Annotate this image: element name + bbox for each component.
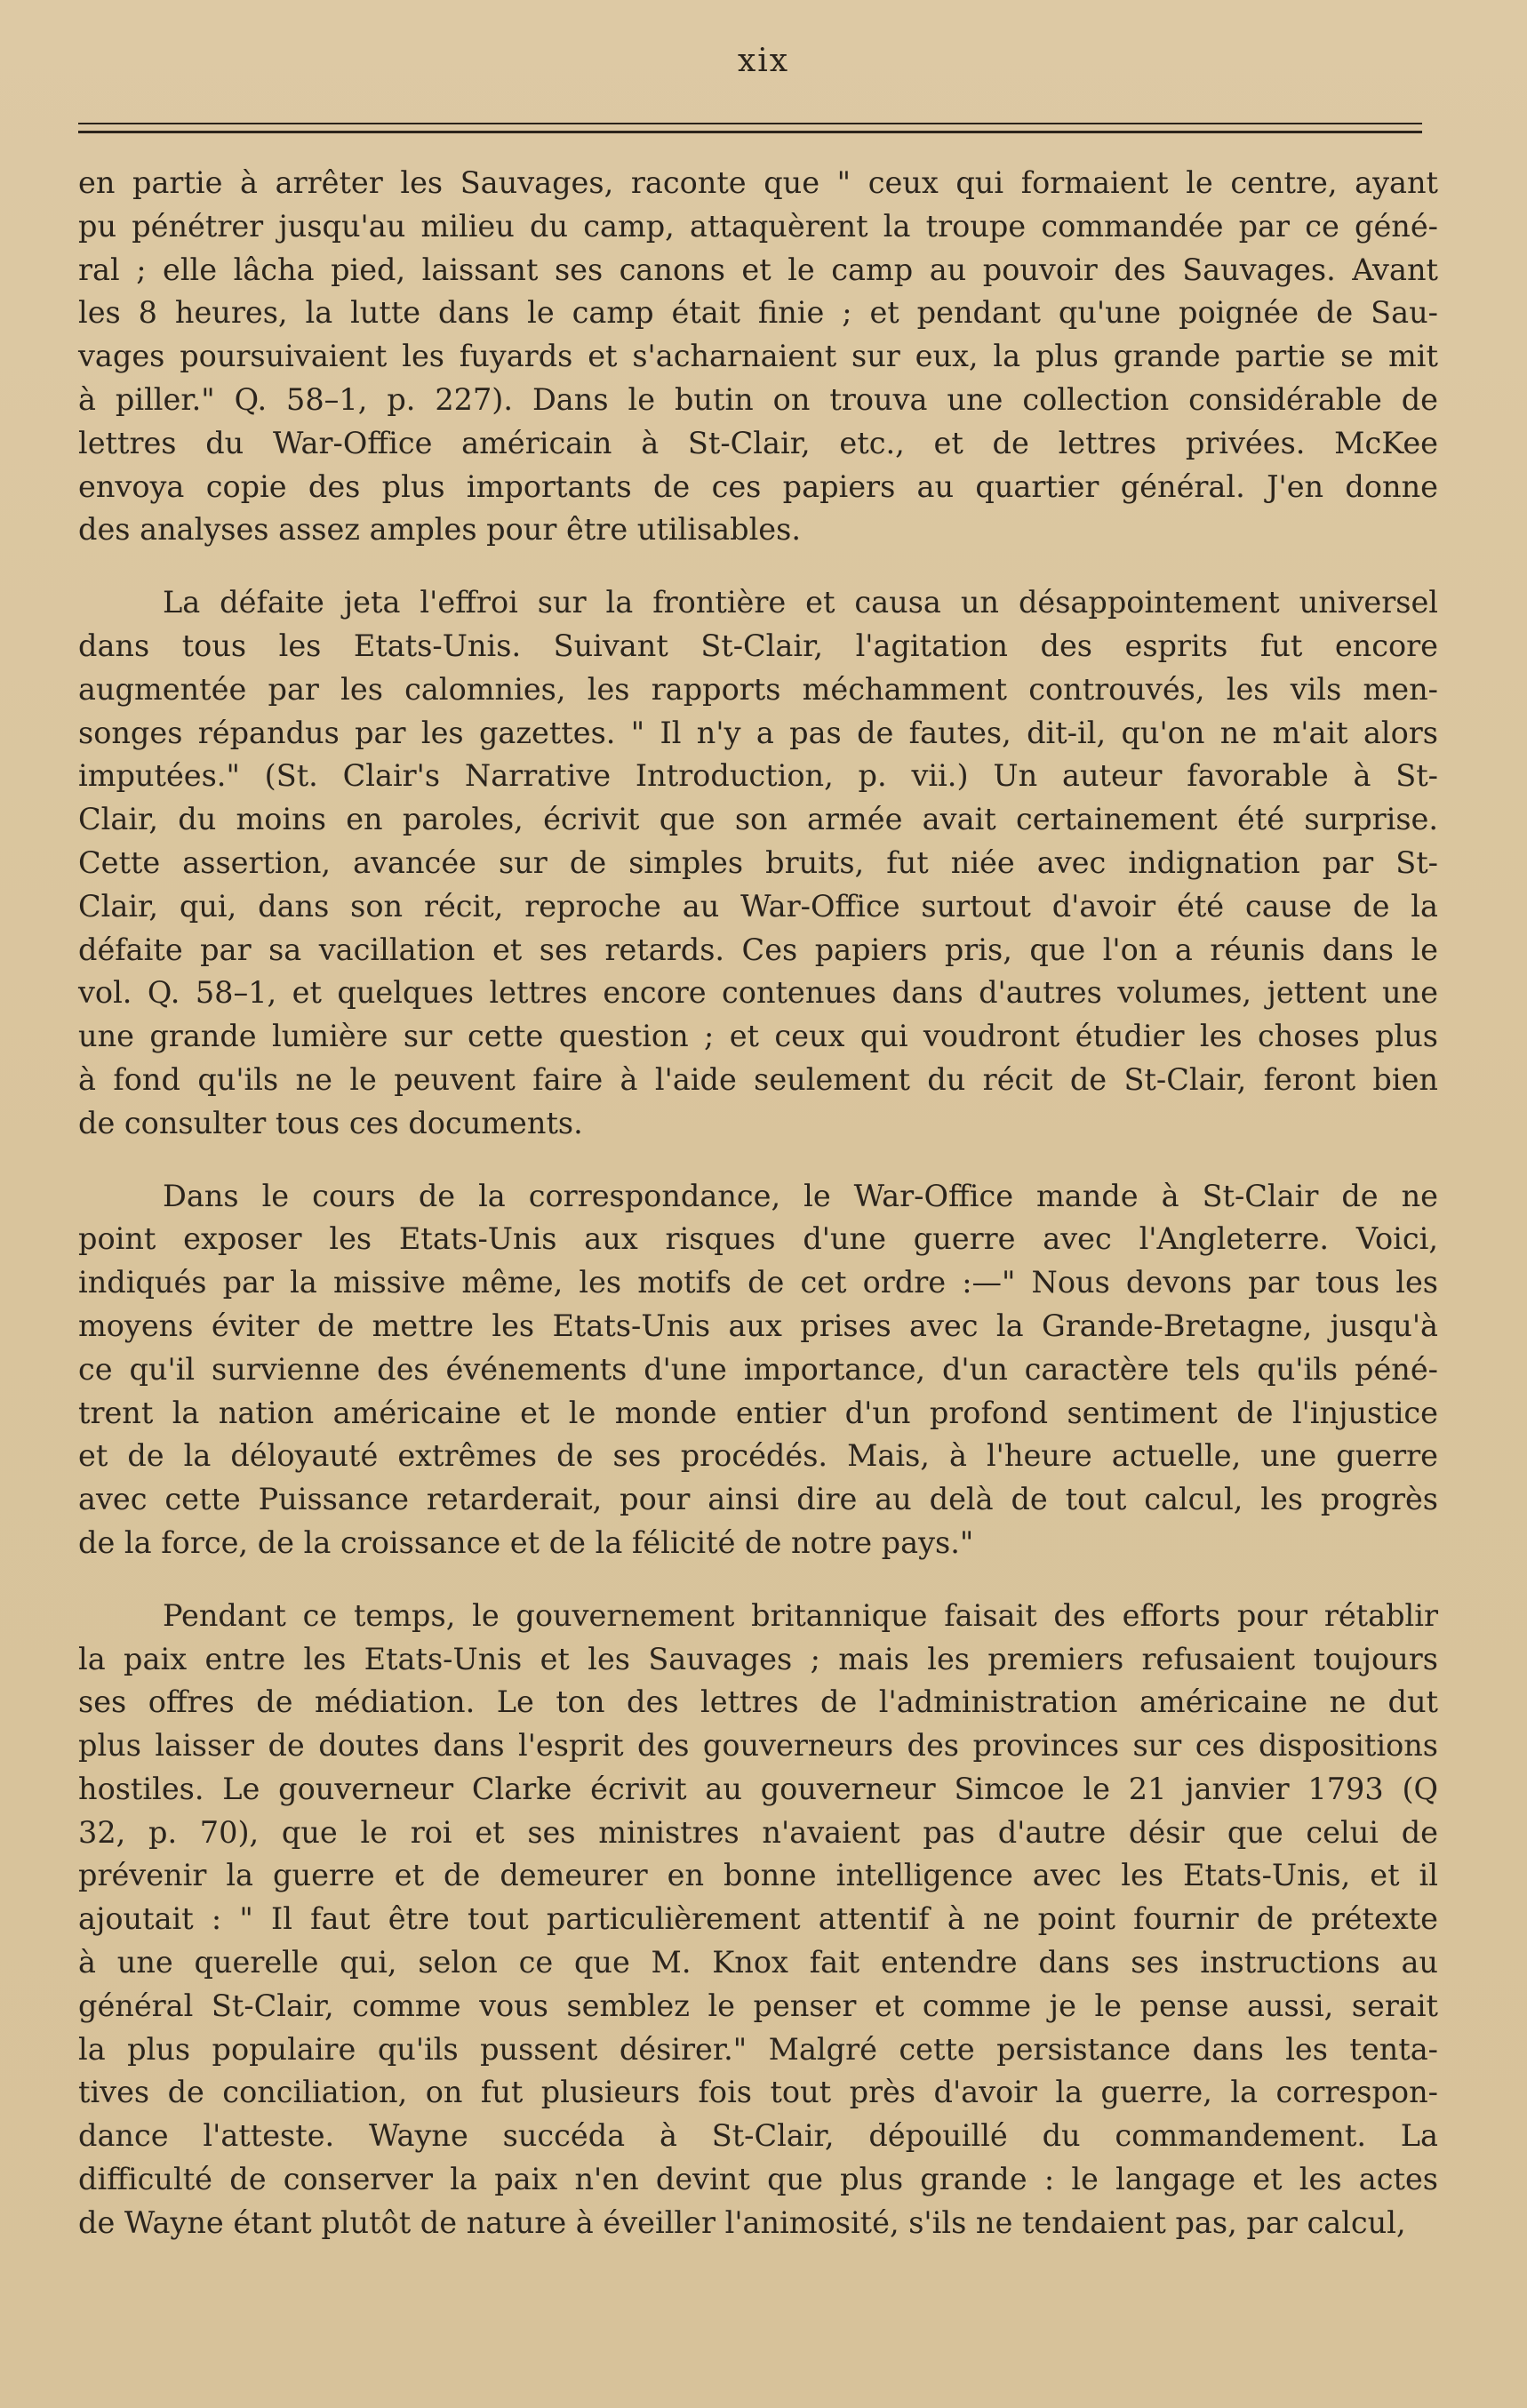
paragraph-2 — [78, 581, 1438, 1145]
text-line: et de la déloyauté extrêmes de ses procédés. Mais, à l'heure actuelle, une guerre — [78, 1438, 1438, 1474]
text-line: plus laisser de doutes dans l'esprit des gouverneurs des provinces sur ces dispositions — [78, 1728, 1438, 1764]
text-line: prévenir la guerre et de demeurer en bonne intelligence avec les Etats-Unis, et il — [78, 1858, 1438, 1893]
text-line: Clair, du moins en paroles, écrivit que son armée avait certainement été surprise. — [78, 802, 1438, 837]
text-line: la paix entre les Etats-Unis et les Sauvages ; mais les premiers refusaient toujours — [78, 1641, 1438, 1676]
text-line: à fond qu'ils ne le peuvent faire à l'aide seulement du récit de St-Clair, feront bien — [78, 1061, 1438, 1097]
text-line: vol. Q. 58–1, et quelques lettres encore contenues dans d'autres volumes, jettent une — [78, 975, 1438, 1011]
text-line: 32, p. 70), que le roi et ses ministres n'avaient pas d'autre désir que celui de — [78, 1814, 1438, 1850]
text-line: trent la nation américaine et le monde entier d'un profond sentiment de l'injustice — [78, 1395, 1438, 1430]
header-rule-thin — [78, 123, 1422, 124]
text-line: indiqués par la missive même, les motifs de cet ordre :—" Nous devons par tous les — [78, 1265, 1438, 1300]
text-line: ajoutait : " Il faut être tout particulièrement attentif à ne point fournir de prétexte — [78, 1901, 1438, 1937]
text-line: avec cette Puissance retarderait, pour ainsi dire au delà de tout calcul, les progrès — [78, 1482, 1438, 1517]
paragraph-3 — [78, 1175, 1438, 1565]
text-line: La défaite jeta l'effroi sur la frontière et causa un désappointement universel — [163, 585, 1438, 620]
text-line: imputées." (St. Clair's Narrative Introduction, p. vii.) Un auteur favorable à St- — [78, 758, 1438, 794]
text-line: ce qu'il survienne des événements d'une importance, d'un caractère tels qu'ils péné- — [78, 1351, 1438, 1387]
paragraph-4 — [78, 1595, 1438, 2245]
text-line: à une querelle qui, selon ce que M. Knox fait entendre dans ses instructions au — [78, 1945, 1438, 1980]
text-line: les 8 heures, la lutte dans le camp était finie ; et pendant qu'une poignée de Sau- — [78, 295, 1438, 331]
text-line: moyens éviter de mettre les Etats-Unis aux prises avec la Grande-Bretagne, jusqu'à — [78, 1308, 1438, 1343]
header-rule-thick — [78, 131, 1422, 133]
text-line: Dans le cours de la correspondance, le War-Office mande à St-Clair de ne — [163, 1178, 1438, 1213]
text-line: songes répandus par les gazettes. " Il n'y a pas de fautes, dit-il, qu'on ne m'ait alors — [78, 715, 1438, 750]
text-line: de consulter tous ces documents. — [78, 1105, 583, 1140]
text-line: difficulté de conserver la paix n'en devint que plus grande : le langage et les actes — [78, 2162, 1438, 2197]
text-line: général St-Clair, comme vous semblez le penser et comme je le pense aussi, serait — [78, 1988, 1438, 2023]
text-line: Cette assertion, avancée sur de simples bruits, fut niée avec indignation par St- — [78, 844, 1438, 880]
text-line: point exposer les Etats-Unis aux risques d'une guerre avec l'Angleterre. Voici, — [78, 1221, 1438, 1257]
body-text — [78, 162, 1438, 2275]
paragraph-1 — [78, 162, 1438, 552]
text-line: Pendant ce temps, le gouvernement britannique faisait des efforts pour rétablir — [163, 1597, 1438, 1633]
text-line: ral ; elle lâcha pied, laissant ses canons et le camp au pouvoir des Sauvages. Avant — [78, 252, 1438, 287]
text-line: de la force, de la croissance et de la félicité de notre pays." — [78, 1524, 974, 1560]
text-line: Clair, qui, dans son récit, reproche au War-Office surtout d'avoir été cause de la — [78, 888, 1438, 924]
text-line: dans tous les Etats-Unis. Suivant St-Clair, l'agitation des esprits fut encore — [78, 628, 1438, 663]
text-line: en partie à arrêter les Sauvages, raconte que " ceux qui formaient le centre, ayant — [78, 165, 1438, 200]
text-line: pu pénétrer jusqu'au milieu du camp, attaquèrent la troupe commandée par ce géné- — [78, 208, 1438, 244]
text-line: des analyses assez amples pour être utilisables. — [78, 512, 801, 548]
text-line: dance l'atteste. Wayne succéda à St-Clair, dépouillé du commandement. La — [78, 2118, 1438, 2154]
text-line: à piller." Q. 58–1, p. 227). Dans le butin on trouva une collection considérable de — [78, 381, 1438, 417]
text-line: vages poursuivaient les fuyards et s'acharnaient sur eux, la plus grande partie se mit — [78, 339, 1438, 374]
text-line: une grande lumière sur cette question ; et ceux qui voudront étudier les choses plus — [78, 1019, 1438, 1054]
text-line: tives de conciliation, on fut plusieurs fois tout près d'avoir la guerre, la correspon- — [78, 2075, 1438, 2110]
text-line: envoya copie des plus importants de ces papiers au quartier général. J'en donne — [78, 468, 1438, 504]
text-line: ses offres de médiation. Le ton des lettres de l'administration américaine ne dut — [78, 1684, 1438, 1720]
text-line: de Wayne étant plutôt de nature à éveiller l'animosité, s'ils ne tendaient pas, par calcul, — [78, 2204, 1406, 2240]
text-line: augmentée par les calomnies, les rapports méchamment controuvés, les vils men- — [78, 671, 1438, 707]
page-number: xix — [737, 43, 790, 79]
text-line: défaite par sa vacillation et ses retards. Ces papiers pris, que l'on a réunis dans le — [78, 932, 1438, 967]
text-line: la plus populaire qu'ils pussent désirer." Malgré cette persistance dans les tenta- — [78, 2031, 1438, 2067]
text-line: lettres du War-Office américain à St-Clair, etc., et de lettres privées. McKee — [78, 425, 1438, 460]
text-line: hostiles. Le gouverneur Clarke écrivit au gouverneur Simcoe le 21 janvier 1793 (Q — [78, 1771, 1438, 1806]
